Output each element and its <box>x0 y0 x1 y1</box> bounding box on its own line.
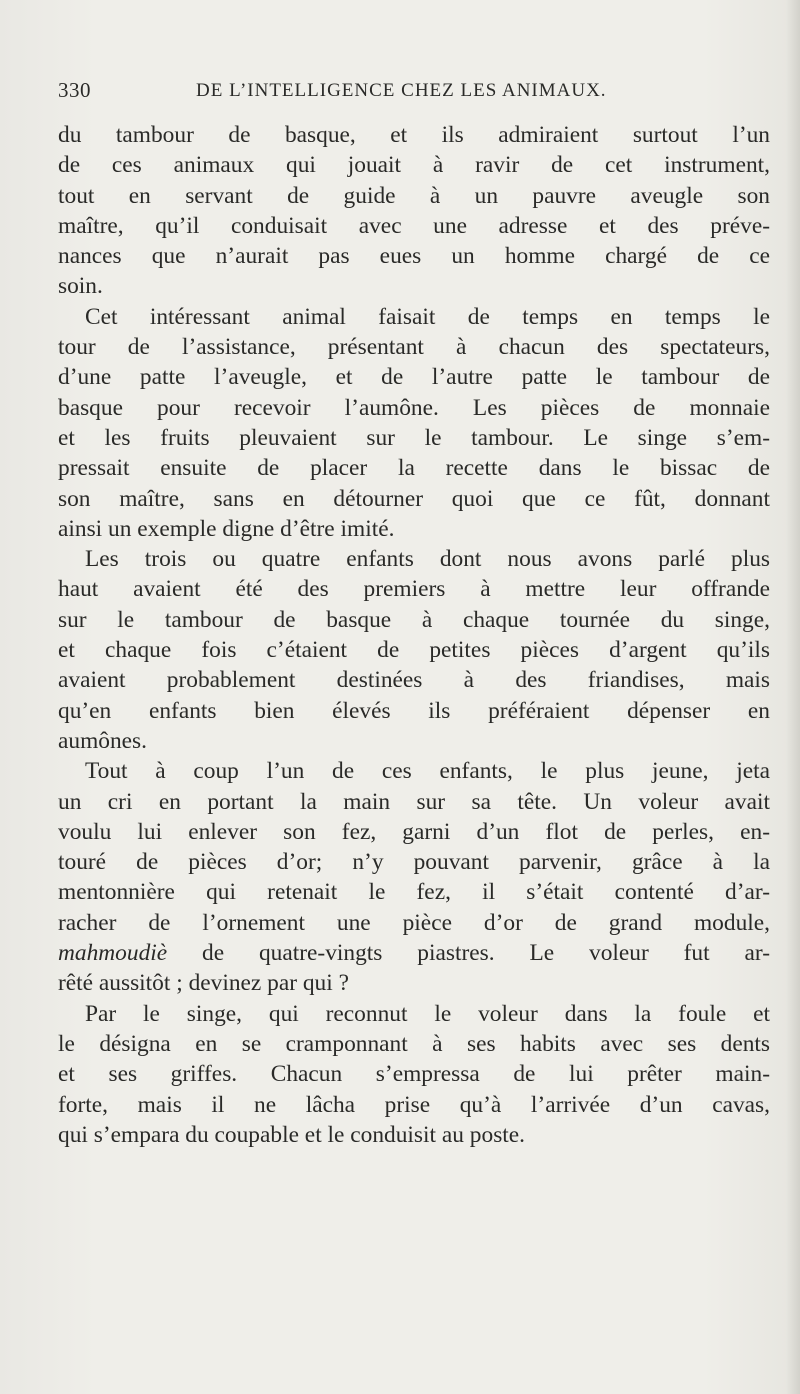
text-line: d’une patte l’aveugle, et de l’autre patte le tambour de <box>58 364 770 391</box>
text-line: un cri en portant la main sur sa tête. Un voleur avait <box>58 788 770 815</box>
paragraph-2 <box>58 302 770 544</box>
italic-word: mahmoudiè <box>58 940 168 967</box>
text-line: haut avaient été des premiers à mettre leur offrande <box>58 576 770 603</box>
text-line: qu’en enfants bien élevés ils préféraient dépenser en <box>58 697 770 724</box>
text-line: maître, qu’il conduisait avec une adresse et des préve- <box>58 212 770 239</box>
running-title: DE L’INTELLIGENCE CHEZ LES ANIMAUX. <box>196 80 607 101</box>
text-line: avaient probablement destinées à des friandises, mais <box>58 667 770 694</box>
text-line: et chaque fois c’étaient de petites pièces d’argent qu’ils <box>58 637 770 664</box>
paragraph-1 <box>58 120 770 302</box>
text-line: Par le singe, qui reconnut le voleur dans la foule et <box>85 1000 770 1027</box>
paragraph-5 <box>58 999 770 1150</box>
text-line: touré de pièces d’or; n’y pouvant parvenir, grâce à la <box>58 849 770 876</box>
text-line: basque pour recevoir l’aumône. Les pièces de monnaie <box>58 394 770 421</box>
paragraph-4 <box>58 756 770 998</box>
text-line: Les trois ou quatre enfants dont nous avons parlé plus <box>85 546 770 573</box>
body-text <box>58 120 770 1150</box>
text-line: nances que n’aurait pas eues un homme chargé de ce <box>58 243 770 270</box>
text-line: son maître, sans en détourner quoi que ce fût, donnant <box>58 485 770 512</box>
paragraph-3 <box>58 544 770 756</box>
text-line: le désigna en se cramponnant à ses habits avec ses dents <box>58 1030 770 1057</box>
text-line: Tout à coup l’un de ces enfants, le plus jeune, jeta <box>85 758 770 785</box>
text-line-italic <box>58 938 770 968</box>
text-line: qui s’empara du coupable et le conduisit au poste. <box>58 1121 526 1148</box>
text-line: du tambour de basque, et ils admiraient surtout l’un <box>58 122 770 148</box>
page-header <box>58 78 768 112</box>
text-line: de ces animaux qui jouait à ravir de cet instrument, <box>58 152 770 179</box>
text-line: soin. <box>58 273 103 300</box>
text-line: ainsi un exemple digne d’être imité. <box>58 515 395 542</box>
text-line: Cet intéressant animal faisait de temps en temps le <box>85 303 770 330</box>
text-line: rêté aussitôt ; devinez par qui ? <box>58 970 349 997</box>
text-line: aumônes. <box>58 727 147 754</box>
text-line: et ses griffes. Chacun s’empressa de lui prêter main- <box>58 1061 770 1088</box>
text-line: forte, mais il ne lâcha prise qu’à l’arrivée d’un cavas, <box>58 1091 770 1118</box>
text-line: et les fruits pleuvaient sur le tambour. Le singe s’em- <box>58 424 770 451</box>
text-line: mentonnière qui retenait le fez, il s’était contenté d’ar- <box>58 879 770 906</box>
text-line: tout en servant de guide à un pauvre aveugle son <box>58 182 770 209</box>
text-line: voulu lui enlever son fez, garni d’un flot de perles, en- <box>58 818 770 845</box>
text-line: sur le tambour de basque à chaque tournée du singe, <box>58 606 770 633</box>
text-line: pressait ensuite de placer la recette dans le bissac de <box>58 455 770 482</box>
text-line: racher de l’ornement une pièce d’or de grand module, <box>58 909 770 936</box>
text-fragment: de quatre-vingts piastres. Le voleur fut ar- <box>167 940 770 967</box>
page-number: 330 <box>58 78 91 102</box>
text-line: tour de l’assistance, présentant à chacun des spectateurs, <box>58 334 770 361</box>
page-edge-shadow <box>786 0 800 1394</box>
